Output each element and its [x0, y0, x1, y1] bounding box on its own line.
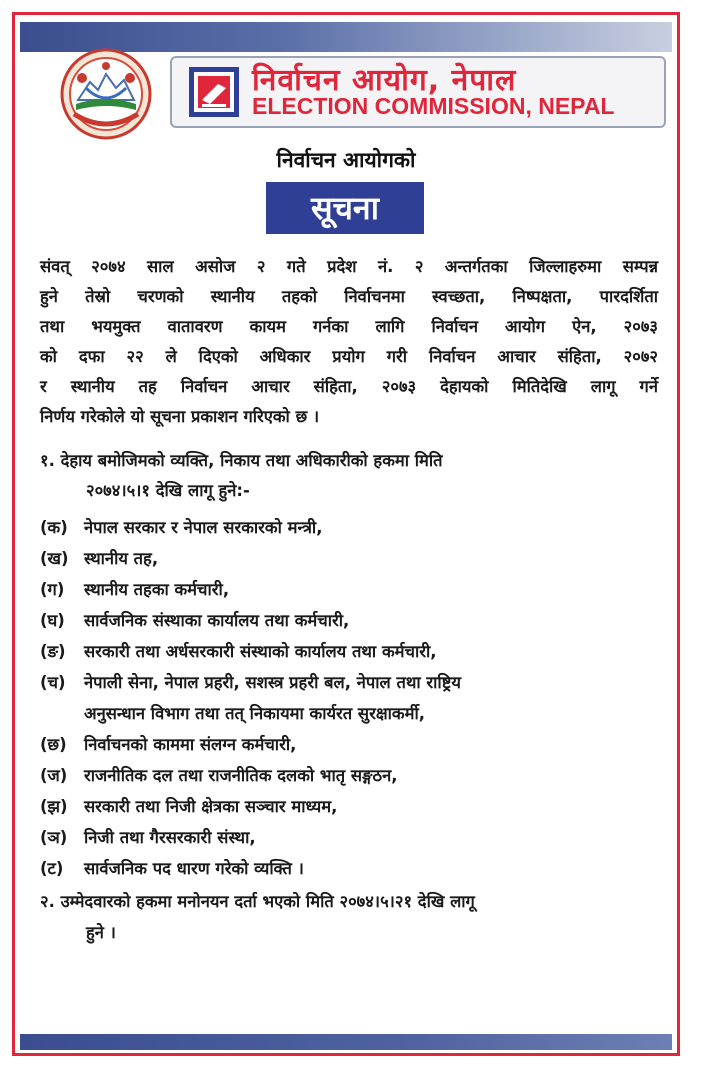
list-marker: (क)	[40, 518, 68, 537]
intro-line: को दफा २२ ले दिएको अधिकार प्रयोग गरी निर्वाचन आचार संहिता, २०७२	[40, 347, 658, 366]
list-item-text: नेपाल सरकार र नेपाल सरकारको मन्त्री,	[84, 518, 323, 537]
list-item-text: स्थानीय तहका कर्मचारी,	[84, 580, 230, 599]
list-item-text: निर्वाचनको काममा संलग्न कर्मचारी,	[84, 735, 297, 754]
list-marker: (घ)	[40, 611, 65, 630]
list-item	[40, 729, 658, 760]
list-item	[40, 636, 658, 667]
list-marker: (झ)	[40, 797, 68, 816]
list-marker: (ट)	[40, 859, 64, 878]
point-one	[40, 446, 658, 506]
list-marker: (ङ)	[40, 642, 66, 661]
list-item	[40, 512, 658, 543]
list-marker: (ग)	[40, 580, 65, 599]
list-item-text: स्थानीय तह,	[84, 549, 159, 568]
list-item	[40, 853, 658, 884]
bottom-banner	[20, 1034, 672, 1050]
org-name-english: ELECTION COMMISSION, NEPAL	[252, 93, 615, 119]
list-item	[40, 791, 658, 822]
list-item	[40, 574, 658, 605]
list-item	[40, 605, 658, 636]
notice-body	[40, 252, 658, 948]
list-item-text: राजनीतिक दल तथा राजनीतिक दलको भातृ सङ्गठन,	[84, 766, 398, 785]
intro-paragraph	[40, 252, 658, 432]
list-item	[40, 822, 658, 853]
list-item-text: सरकारी तथा निजी क्षेत्रका सञ्चार माध्यम,	[84, 797, 338, 816]
list-item-text: सार्वजनिक संस्थाका कार्यालय तथा कर्मचारी,	[84, 611, 350, 630]
notice-subtitle: निर्वाचन आयोगको	[276, 148, 416, 172]
intro-line: तथा भयमुक्त वातावरण कायम गर्नका लागि निर्वाचन आयोग ऐन, २०७३	[40, 317, 658, 336]
national-emblem-icon	[60, 48, 152, 140]
list-item	[40, 543, 658, 574]
list-marker: (ख)	[40, 549, 69, 568]
applicable-list	[40, 512, 658, 884]
list-marker: (ज)	[40, 766, 68, 785]
list-item	[40, 760, 658, 791]
list-item-text: सरकारी तथा अर्धसरकारी संस्थाको कार्यालय तथा कर्मचारी,	[84, 642, 437, 661]
list-item-text: सार्वजनिक पद धारण गरेको व्यक्ति ।	[84, 859, 304, 878]
point-two-line: २. उम्मेदवारको हकमा मनोनयन दर्ता भएको मिति २०७४।५।२१ देखि लागू	[40, 892, 475, 911]
list-item-text: निजी तथा गैरसरकारी संस्था,	[84, 828, 256, 847]
list-item-continuation	[40, 698, 658, 729]
point-one-line: १. देहाय बमोजिमको व्यक्ति, निकाय तथा अधिकारीको हकमा मिति	[40, 451, 443, 470]
intro-line: निर्णय गरेकोले यो सूचना प्रकाशन गरिएको छ ।	[40, 407, 320, 426]
intro-line: संवत् २०७४ साल असोज २ गते प्रदेश नं. २ अन्तर्गतका जिल्लाहरुमा सम्पन्न	[40, 257, 658, 276]
intro-line: र स्थानीय तह निर्वाचन आचार संहिता, २०७३ देहायको मितिदेखि लागू गर्ने	[40, 377, 658, 396]
election-commission-logo-icon	[188, 66, 240, 118]
point-one-line: २०७४।५।१ देखि लागू हुने:-	[86, 481, 250, 500]
intro-line: हुने तेस्रो चरणको स्थानीय तहको निर्वाचनमा स्वच्छता, निष्पक्षता, पारदर्शिता	[40, 287, 658, 306]
notice-title: सूचना	[266, 182, 424, 234]
list-item	[40, 667, 658, 698]
list-marker: (ञ)	[40, 828, 68, 847]
point-two-line: हुने ।	[86, 923, 116, 942]
list-marker: (छ)	[40, 735, 67, 754]
list-marker: (च)	[40, 673, 66, 692]
list-item-text: नेपाली सेना, नेपाल प्रहरी, सशस्त्र प्रहरी बल, नेपाल तथा राष्ट्रिय	[84, 673, 461, 692]
list-item-text: अनुसन्धान विभाग तथा तत् निकायमा कार्यरत सुरक्षाकर्मी,	[84, 704, 426, 723]
point-two	[40, 886, 658, 948]
org-name-nepali: निर्वाचन आयोग, नेपाल	[252, 63, 517, 98]
